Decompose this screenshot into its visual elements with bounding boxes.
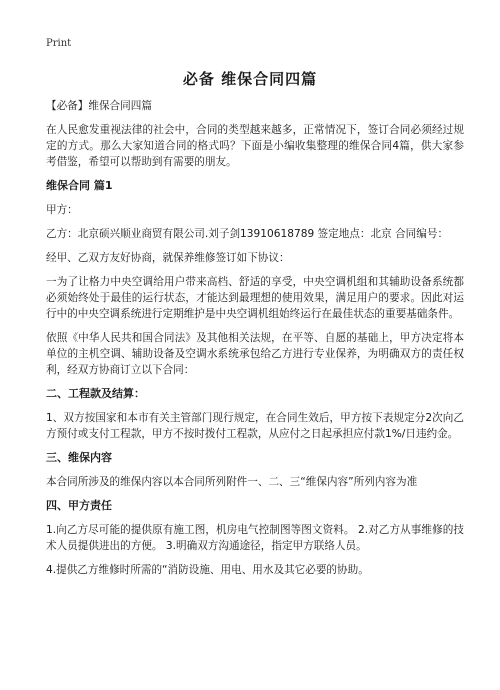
intro-paragraph: 在人民愈发重视法律的社会中，合同的类型越来越多，正常情况下，签订合同必须经过规定的方式。那么大家知道合同的格式吗？下面是小编收集整理的维保合同4篇，供大家参考借鉴，希望可以帮助到有需要的朋友。	[46, 124, 464, 168]
intro-heading: 【必备】维保合同四篇	[46, 100, 152, 112]
section-heading-maintenance: 三、维保内容	[46, 451, 112, 464]
document-title: 必备 维保合同四篇	[182, 70, 318, 88]
document-body	[46, 98, 464, 586]
print-label: Print	[46, 38, 72, 49]
section-heading-payment: 二、工程款及结算：	[46, 387, 145, 400]
section-heading-contract-1: 维保合同 篇1	[46, 179, 113, 192]
party-a-line: 甲方：	[46, 204, 78, 216]
clause-party-a-duties-1: 1.向乙方尽可能的提供原有施工图，机房电气控制图等图文资料。 2.对乙方从事维修的技术人员提供进出的方便。 3.明确双方沟通途径，指定甲方联络人员。	[46, 524, 464, 552]
section-heading-party-a-duties: 四、甲方责任	[46, 499, 112, 512]
clause-purpose: 一为了让格力中央空调给用户带来高档、舒适的享受，中央空调机组和其辅助设备系统都必须始终处于最佳的运行状态，才能达到最理想的使用效果，满足用户的要求。因此对运行中的中央空调系统进行定期维护是中央空调机组始终运行在最佳状态的重要基础条件。	[46, 276, 464, 320]
clause-party-a-duties-2: 4.提供乙方维修时所需的“消防设施、用电、用水及其它必要的协助。	[46, 564, 369, 576]
clause-maintenance: 本合同所涉及的维保内容以本合同所列附件一、二、三“维保内容”所列内容为准	[46, 476, 418, 488]
clause-legal-basis: 依照《中华人民共和国合同法》及其他相关法规，在平等、自愿的基础上，甲方决定将本单位的主机空调、辅助设备及空调水系统承包给乙方进行专业保养，为明确双方的责任权利，经双方协商订立以下合同：	[46, 332, 464, 376]
agreement-intro: 经甲、乙双方友好协商，就保养维修签订如下协议：	[46, 252, 290, 264]
clause-payment: 1、双方按国家和本市有关主管部门现行规定，在合同生效后，甲方按下表规定分2次向乙方预付或支付工程款，甲方不按时拨付工程款，从应付之日起承担应付款1%/日违约金。	[46, 412, 464, 440]
party-b-line: 乙方：北京硕兴顺业商贸有限公司.刘子剑13910618789 签定地点：北京 合同编号：	[46, 228, 449, 240]
